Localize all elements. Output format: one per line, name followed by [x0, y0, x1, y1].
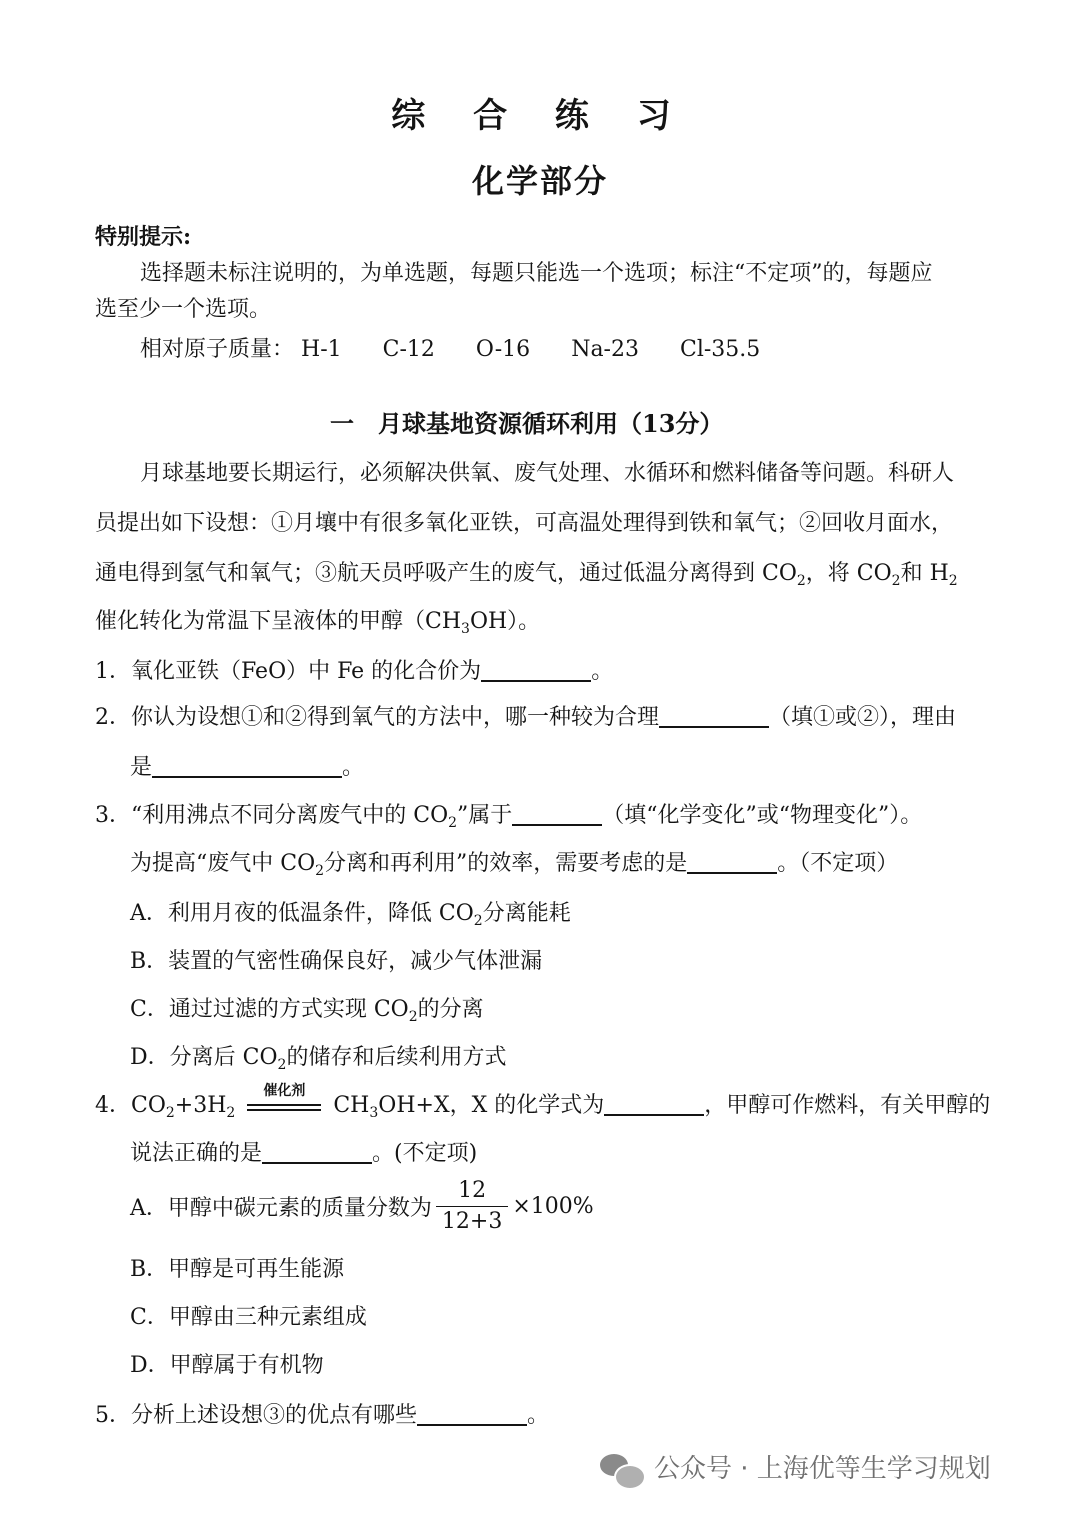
question-4: 4．$CO_2+3H_2$ 催化剂 $CH_3OH+X$，X 的化学式为 ，甲醇可作燃料，有关甲醇的 — [95, 1088, 990, 1121]
answer-blank[interactable] — [659, 702, 769, 728]
answer-blank[interactable] — [417, 1400, 527, 1426]
q3-option-d[interactable]: D．分离后 $CO_2$的储存和后续利用方式 — [130, 1045, 507, 1073]
q4-option-a[interactable]: A．甲醇中碳元素的质量分数为 $\frac{12}{12+3}$ ×100% — [130, 1176, 594, 1237]
page-subtitle: 化学部分 — [471, 162, 608, 200]
q4-option-d[interactable]: D．甲醇属于有机物 — [130, 1353, 324, 1378]
notice-heading: 特别提示: — [95, 224, 192, 250]
question-3: 3．“利用沸点不同分离废气中的 $CO_2$”属于 （填“化学变化”或“物理变化”）。 — [95, 798, 922, 831]
intro-line-3: 通电得到氢气和氧气；③航天员呼吸产生的废气，通过低温分离得到 $CO_2$，将 $CO_2$和 $H_2$ — [95, 561, 958, 589]
question-1: 1．氧化亚铁（FeO）中 Fe 的化合价为 。 — [95, 654, 613, 685]
atomic-masses-label: 相对原子质量： — [140, 337, 295, 362]
mass-c: C-12 — [382, 337, 435, 362]
question-2: 2．你认为设想①和②得到氧气的方法中，哪一种较为合理 （填①或②），理由 — [95, 700, 956, 731]
wechat-watermark: 公众号 · 上海优等生学习规划 — [600, 1448, 991, 1488]
atomic-masses — [140, 332, 760, 363]
answer-blank[interactable] — [481, 656, 591, 682]
answer-blank[interactable] — [604, 1090, 704, 1116]
question-4-line-2: 说法正确的是 。(不定项) — [130, 1136, 477, 1167]
answer-blank[interactable] — [687, 848, 777, 874]
mass-o: O-16 — [475, 337, 531, 362]
mass-cl: Cl-35.5 — [679, 337, 761, 362]
answer-blank[interactable] — [512, 800, 602, 826]
answer-blank[interactable] — [262, 1138, 372, 1164]
question-3-line-2: 为提高“废气中 $CO_2$分离和再利用”的效率，需要考虑的是 。（不定项） — [130, 846, 898, 879]
q3-option-a[interactable]: A．利用月夜的低温条件，降低 $CO_2$分离能耗 — [130, 901, 571, 929]
intro-line-1: 月球基地要长期运行，必须解决供氧、废气处理、水循环和燃料储备等问题。科研人 — [140, 461, 955, 486]
notice-line-2: 选至少一个选项。 — [95, 297, 272, 322]
wechat-icon — [600, 1452, 644, 1488]
mass-na: Na-23 — [571, 337, 639, 362]
q3-option-b[interactable]: B．装置的气密性确保良好，减少气体泄漏 — [130, 949, 543, 974]
q3-option-c[interactable]: C．通过过滤的方式实现 $CO_2$的分离 — [130, 997, 484, 1025]
q4-option-b[interactable]: B．甲醇是可再生能源 — [130, 1257, 345, 1282]
answer-blank[interactable] — [152, 752, 342, 778]
page-title: 综 合 练 习 — [391, 96, 689, 136]
question-2-line-2: 是 。 — [130, 750, 364, 781]
mass-h: H-1 — [301, 337, 342, 362]
intro-line-2: 员提出如下设想：①月壤中有很多氧化亚铁，可高温处理得到铁和氧气；②回收月面水， — [95, 511, 954, 536]
q4-option-c[interactable]: C．甲醇由三种元素组成 — [130, 1305, 367, 1330]
section-heading: 一 月球基地资源循环利用（13分） — [330, 409, 724, 438]
reaction-equals-sign — [241, 1083, 327, 1118]
intro-line-4: 催化转化为常温下呈液体的甲醇$(CH_3OH)$。 — [95, 609, 541, 637]
catalyst-label: 催化剂 — [263, 1083, 306, 1099]
fraction: $\frac{12}{12+3}$ — [436, 1176, 508, 1237]
question-5: 5．分析上述设想③的优点有哪些 。 — [95, 1398, 549, 1429]
notice-line-1: 选择题未标注说明的，为单选题，每题只能选一个选项；标注“不定项”的，每题应 — [140, 261, 933, 286]
